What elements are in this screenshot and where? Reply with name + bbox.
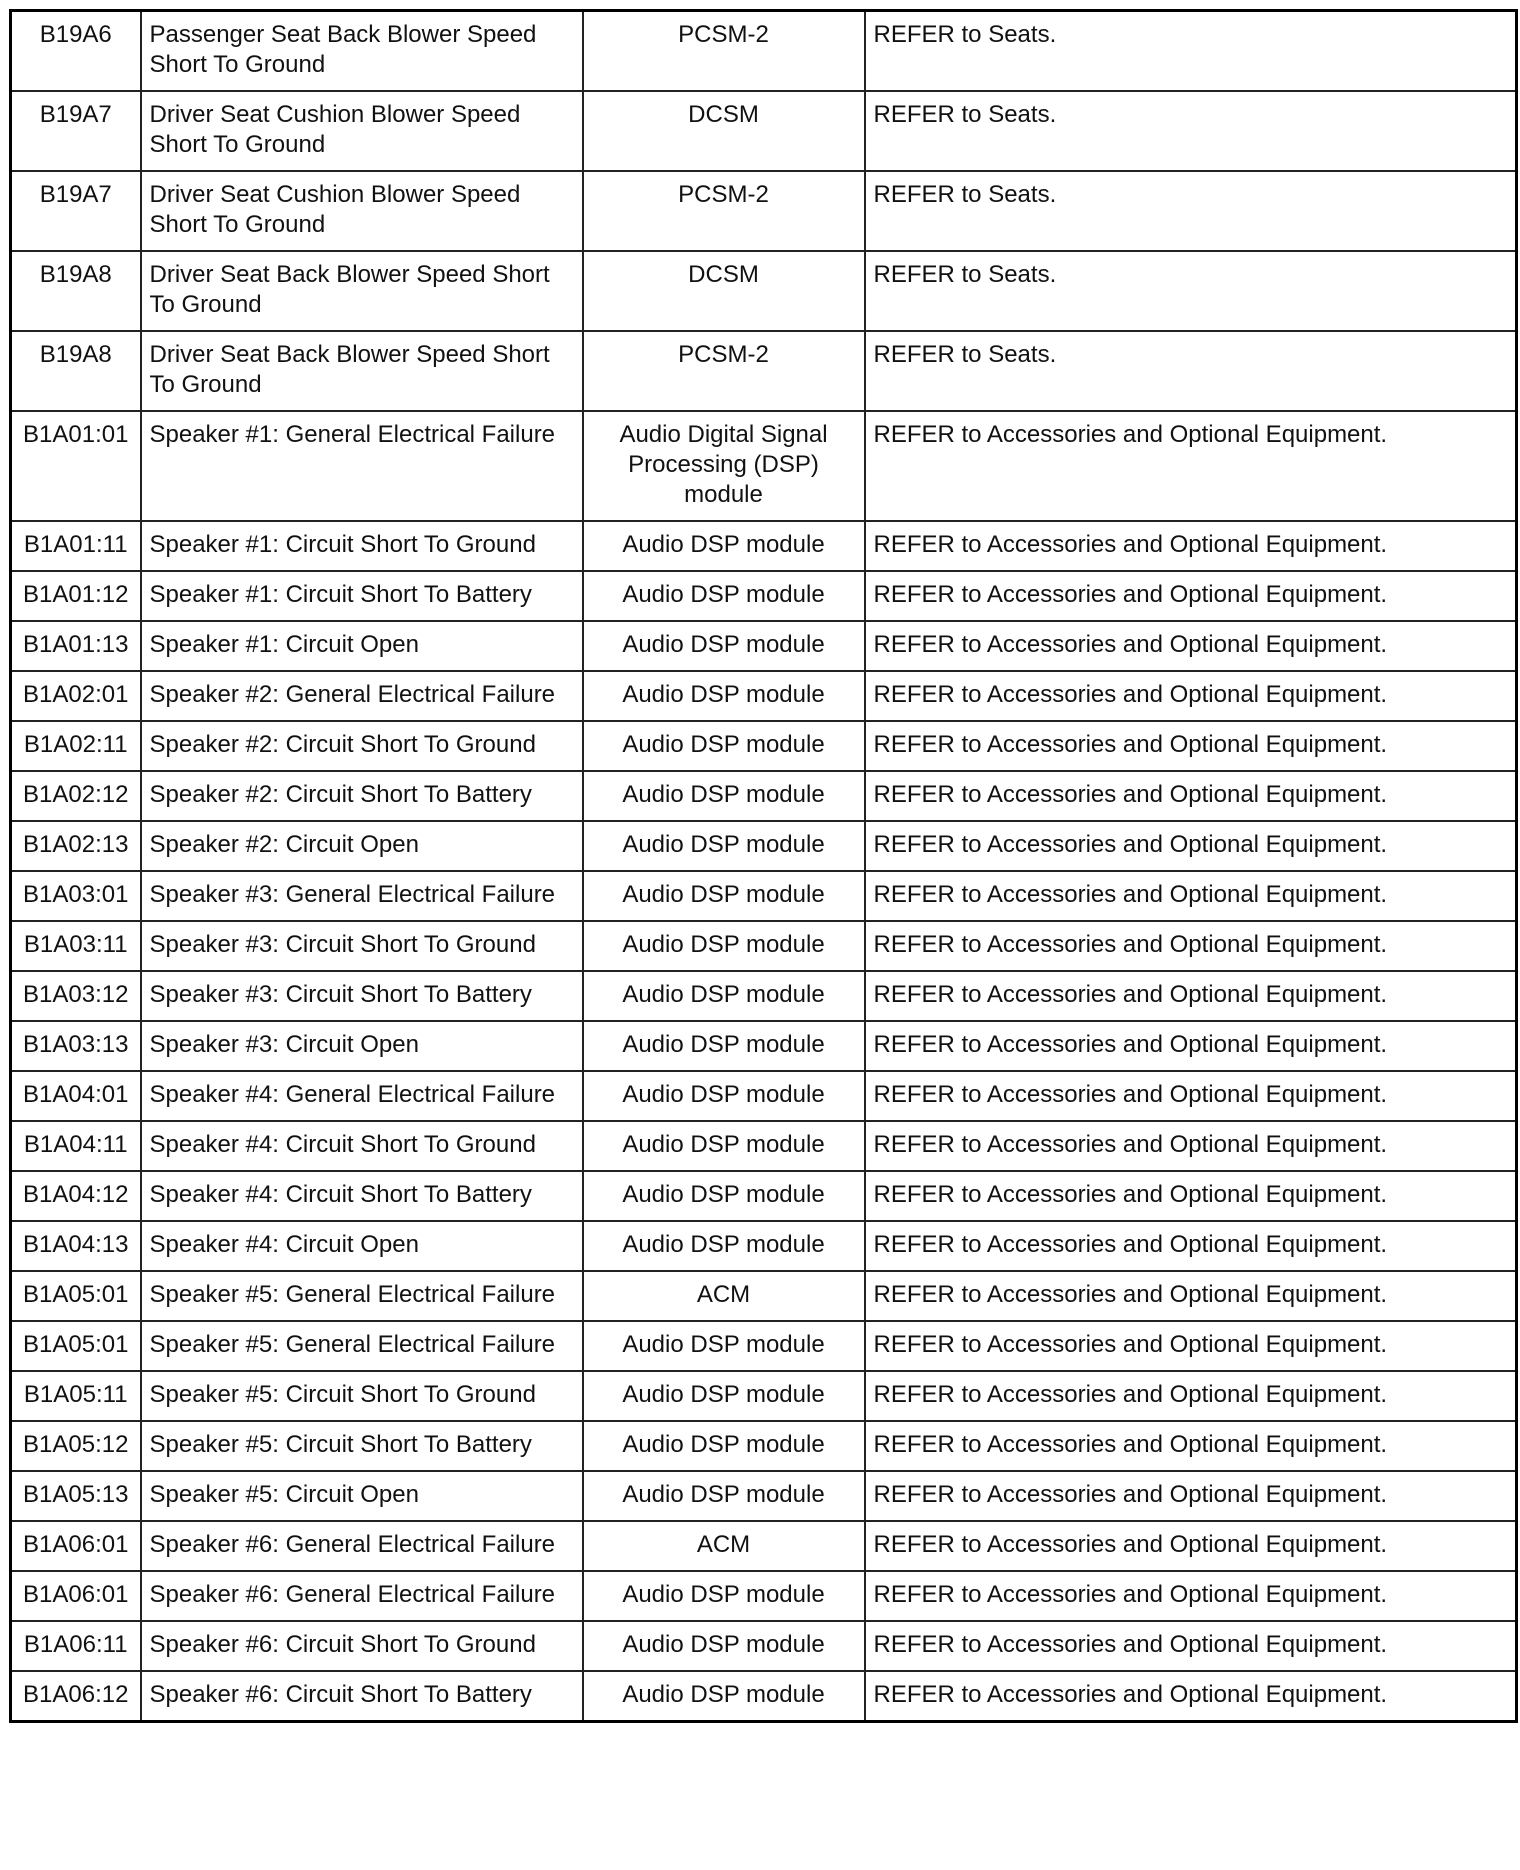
dtc-code: B1A02:12	[11, 771, 141, 821]
module-name: Audio DSP module	[583, 621, 865, 671]
dtc-description: Speaker #4: Circuit Open	[141, 1221, 583, 1271]
table-row	[11, 1121, 1517, 1171]
dtc-description: Speaker #3: Circuit Short To Ground	[141, 921, 583, 971]
action-text: REFER to Seats.	[865, 331, 1517, 411]
action-text: REFER to Accessories and Optional Equipment.	[865, 1071, 1517, 1121]
action-text: REFER to Accessories and Optional Equipment.	[865, 1671, 1517, 1722]
table-row	[11, 91, 1517, 171]
table-row	[11, 1421, 1517, 1471]
dtc-code: B1A04:11	[11, 1121, 141, 1171]
dtc-code: B1A05:13	[11, 1471, 141, 1521]
dtc-description: Speaker #6: General Electrical Failure	[141, 1571, 583, 1621]
dtc-description: Speaker #5: General Electrical Failure	[141, 1271, 583, 1321]
module-name: Audio DSP module	[583, 971, 865, 1021]
dtc-description: Speaker #4: Circuit Short To Battery	[141, 1171, 583, 1221]
dtc-code: B19A7	[11, 171, 141, 251]
action-text: REFER to Seats.	[865, 251, 1517, 331]
action-text: REFER to Accessories and Optional Equipment.	[865, 771, 1517, 821]
action-text: REFER to Accessories and Optional Equipment.	[865, 1621, 1517, 1671]
module-name: Audio DSP module	[583, 871, 865, 921]
dtc-description: Speaker #2: Circuit Short To Ground	[141, 721, 583, 771]
dtc-code: B1A05:11	[11, 1371, 141, 1421]
dtc-code: B1A03:11	[11, 921, 141, 971]
table-row	[11, 1321, 1517, 1371]
action-text: REFER to Accessories and Optional Equipment.	[865, 571, 1517, 621]
dtc-description: Speaker #5: Circuit Open	[141, 1471, 583, 1521]
table-row	[11, 971, 1517, 1021]
action-text: REFER to Accessories and Optional Equipment.	[865, 1271, 1517, 1321]
action-text: REFER to Accessories and Optional Equipment.	[865, 671, 1517, 721]
dtc-table	[9, 9, 1518, 1723]
table-row	[11, 1371, 1517, 1421]
dtc-description: Speaker #4: General Electrical Failure	[141, 1071, 583, 1121]
table-row	[11, 521, 1517, 571]
action-text: REFER to Accessories and Optional Equipment.	[865, 971, 1517, 1021]
table-row	[11, 1271, 1517, 1321]
dtc-description: Speaker #5: Circuit Short To Battery	[141, 1421, 583, 1471]
table-row	[11, 1221, 1517, 1271]
dtc-code: B19A8	[11, 331, 141, 411]
action-text: REFER to Accessories and Optional Equipment.	[865, 1421, 1517, 1471]
module-name: Audio DSP module	[583, 671, 865, 721]
dtc-code: B1A04:01	[11, 1071, 141, 1121]
dtc-code: B1A06:12	[11, 1671, 141, 1722]
dtc-description: Speaker #3: General Electrical Failure	[141, 871, 583, 921]
module-name: Audio DSP module	[583, 1421, 865, 1471]
dtc-code: B1A01:13	[11, 621, 141, 671]
module-name: Audio DSP module	[583, 1671, 865, 1722]
dtc-description: Driver Seat Cushion Blower Speed Short To Ground	[141, 171, 583, 251]
action-text: REFER to Accessories and Optional Equipment.	[865, 1471, 1517, 1521]
module-name: PCSM-2	[583, 11, 865, 92]
table-row	[11, 411, 1517, 521]
module-name: Audio DSP module	[583, 1371, 865, 1421]
action-text: REFER to Accessories and Optional Equipment.	[865, 521, 1517, 571]
module-name: PCSM-2	[583, 171, 865, 251]
dtc-code: B19A6	[11, 11, 141, 92]
table-row	[11, 1621, 1517, 1671]
table-row	[11, 821, 1517, 871]
module-name: Audio DSP module	[583, 1221, 865, 1271]
dtc-description: Speaker #1: General Electrical Failure	[141, 411, 583, 521]
table-row	[11, 771, 1517, 821]
module-name: Audio DSP module	[583, 521, 865, 571]
dtc-code: B1A06:01	[11, 1521, 141, 1571]
module-name: Audio DSP module	[583, 1121, 865, 1171]
action-text: REFER to Accessories and Optional Equipment.	[865, 621, 1517, 671]
dtc-description: Driver Seat Back Blower Speed Short To Ground	[141, 331, 583, 411]
dtc-description: Speaker #6: Circuit Short To Battery	[141, 1671, 583, 1722]
module-name: Audio DSP module	[583, 821, 865, 871]
table-row	[11, 571, 1517, 621]
dtc-description: Speaker #6: Circuit Short To Ground	[141, 1621, 583, 1671]
dtc-code: B1A05:01	[11, 1271, 141, 1321]
dtc-description: Speaker #2: Circuit Short To Battery	[141, 771, 583, 821]
table-row	[11, 621, 1517, 671]
dtc-table-body	[11, 11, 1517, 1722]
table-row	[11, 1071, 1517, 1121]
module-name: Audio DSP module	[583, 1321, 865, 1371]
dtc-code: B1A02:13	[11, 821, 141, 871]
table-row	[11, 11, 1517, 92]
dtc-code: B19A7	[11, 91, 141, 171]
dtc-description: Speaker #2: General Electrical Failure	[141, 671, 583, 721]
dtc-description: Passenger Seat Back Blower Speed Short To Ground	[141, 11, 583, 92]
table-row	[11, 1571, 1517, 1621]
dtc-description: Speaker #6: General Electrical Failure	[141, 1521, 583, 1571]
dtc-description: Speaker #1: Circuit Short To Ground	[141, 521, 583, 571]
dtc-description: Speaker #3: Circuit Short To Battery	[141, 971, 583, 1021]
dtc-code: B1A02:11	[11, 721, 141, 771]
module-name: Audio DSP module	[583, 1621, 865, 1671]
table-row	[11, 871, 1517, 921]
dtc-description: Speaker #2: Circuit Open	[141, 821, 583, 871]
action-text: REFER to Accessories and Optional Equipment.	[865, 1521, 1517, 1571]
dtc-code: B1A04:12	[11, 1171, 141, 1221]
dtc-description: Driver Seat Cushion Blower Speed Short To Ground	[141, 91, 583, 171]
dtc-code: B1A01:01	[11, 411, 141, 521]
module-name: ACM	[583, 1521, 865, 1571]
dtc-code: B1A06:11	[11, 1621, 141, 1671]
table-row	[11, 921, 1517, 971]
table-row	[11, 1521, 1517, 1571]
action-text: REFER to Accessories and Optional Equipment.	[865, 1121, 1517, 1171]
action-text: REFER to Accessories and Optional Equipment.	[865, 1171, 1517, 1221]
dtc-description: Speaker #4: Circuit Short To Ground	[141, 1121, 583, 1171]
module-name: Audio DSP module	[583, 1021, 865, 1071]
module-name: Audio DSP module	[583, 1071, 865, 1121]
table-row	[11, 251, 1517, 331]
dtc-description: Speaker #5: General Electrical Failure	[141, 1321, 583, 1371]
dtc-code: B1A06:01	[11, 1571, 141, 1621]
module-name: DCSM	[583, 251, 865, 331]
dtc-description: Speaker #5: Circuit Short To Ground	[141, 1371, 583, 1421]
table-row	[11, 1671, 1517, 1722]
module-name: ACM	[583, 1271, 865, 1321]
dtc-code: B1A05:01	[11, 1321, 141, 1371]
module-name: Audio DSP module	[583, 921, 865, 971]
dtc-code: B1A03:12	[11, 971, 141, 1021]
action-text: REFER to Seats.	[865, 91, 1517, 171]
module-name: Audio DSP module	[583, 771, 865, 821]
action-text: REFER to Accessories and Optional Equipment.	[865, 1571, 1517, 1621]
dtc-code: B1A03:13	[11, 1021, 141, 1071]
action-text: REFER to Accessories and Optional Equipment.	[865, 411, 1517, 521]
table-row	[11, 331, 1517, 411]
action-text: REFER to Accessories and Optional Equipment.	[865, 1321, 1517, 1371]
dtc-code: B1A01:11	[11, 521, 141, 571]
dtc-code: B1A05:12	[11, 1421, 141, 1471]
dtc-code: B1A04:13	[11, 1221, 141, 1271]
dtc-description: Driver Seat Back Blower Speed Short To Ground	[141, 251, 583, 331]
action-text: REFER to Accessories and Optional Equipment.	[865, 1221, 1517, 1271]
module-name: Audio DSP module	[583, 1571, 865, 1621]
dtc-code: B1A03:01	[11, 871, 141, 921]
module-name: Audio Digital Signal Processing (DSP) module	[583, 411, 865, 521]
module-name: Audio DSP module	[583, 1471, 865, 1521]
dtc-code: B19A8	[11, 251, 141, 331]
action-text: REFER to Accessories and Optional Equipment.	[865, 721, 1517, 771]
table-row	[11, 1471, 1517, 1521]
action-text: REFER to Accessories and Optional Equipment.	[865, 821, 1517, 871]
table-row	[11, 1021, 1517, 1071]
dtc-description: Speaker #3: Circuit Open	[141, 1021, 583, 1071]
action-text: REFER to Seats.	[865, 171, 1517, 251]
module-name: DCSM	[583, 91, 865, 171]
table-row	[11, 671, 1517, 721]
dtc-description: Speaker #1: Circuit Short To Battery	[141, 571, 583, 621]
dtc-description: Speaker #1: Circuit Open	[141, 621, 583, 671]
table-row	[11, 1171, 1517, 1221]
module-name: Audio DSP module	[583, 571, 865, 621]
table-row	[11, 171, 1517, 251]
dtc-code: B1A01:12	[11, 571, 141, 621]
action-text: REFER to Seats.	[865, 11, 1517, 92]
table-row	[11, 721, 1517, 771]
action-text: REFER to Accessories and Optional Equipment.	[865, 1371, 1517, 1421]
module-name: Audio DSP module	[583, 1171, 865, 1221]
dtc-code: B1A02:01	[11, 671, 141, 721]
action-text: REFER to Accessories and Optional Equipment.	[865, 921, 1517, 971]
module-name: Audio DSP module	[583, 721, 865, 771]
module-name: PCSM-2	[583, 331, 865, 411]
action-text: REFER to Accessories and Optional Equipment.	[865, 871, 1517, 921]
action-text: REFER to Accessories and Optional Equipment.	[865, 1021, 1517, 1071]
